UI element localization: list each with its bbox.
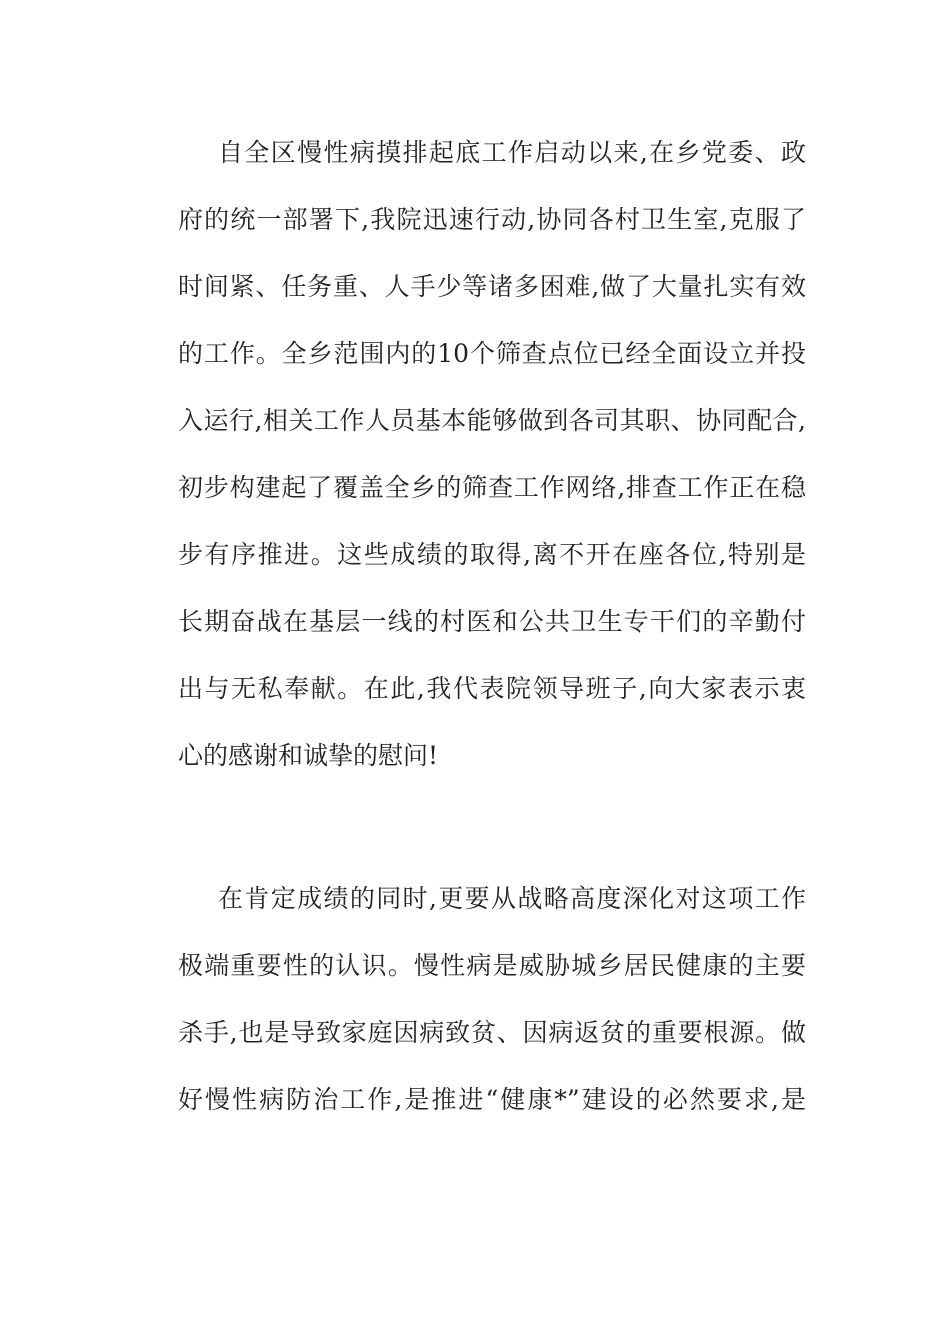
- text-line: 心的感谢和诚挚的慰问!: [178, 741, 439, 770]
- text-line: 初步构建起了覆盖全乡的筛查工作网络,排查工作正在稳: [178, 473, 806, 502]
- text-line: 在肯定成绩的同时,更要从战略高度深化对这项工作: [218, 884, 806, 913]
- text-line: 自全区慢性病摸排起底工作启动以来,在乡党委、政: [218, 138, 806, 167]
- text-line: 长期奋战在基层一线的村医和公共卫生专干们的辛勤付: [178, 607, 806, 636]
- text-line: 的工作。全乡范围内的10个筛查点位已经全面设立并投: [178, 339, 806, 368]
- text-line: 时间紧、任务重、人手少等诸多困难,做了大量扎实有效: [178, 272, 806, 301]
- text-line: 府的统一部署下,我院迅速行动,协同各村卫生室,克服了: [178, 205, 806, 234]
- text-line: 出与无私奉献。在此,我代表院领导班子,向大家表示衷: [178, 674, 806, 703]
- text-line: 入运行,相关工作人员基本能够做到各司其职、协同配合,: [178, 406, 806, 435]
- text-line: 极端重要性的认识。慢性病是威胁城乡居民健康的主要: [178, 951, 806, 980]
- text-line: 好慢性病防治工作,是推进“健康*”建设的必然要求,是: [178, 1085, 806, 1114]
- text-line: 步有序推进。这些成绩的取得,离不开在座各位,特别是: [178, 540, 806, 569]
- text-line: 杀手,也是导致家庭因病致贫、因病返贫的重要根源。做: [178, 1018, 806, 1047]
